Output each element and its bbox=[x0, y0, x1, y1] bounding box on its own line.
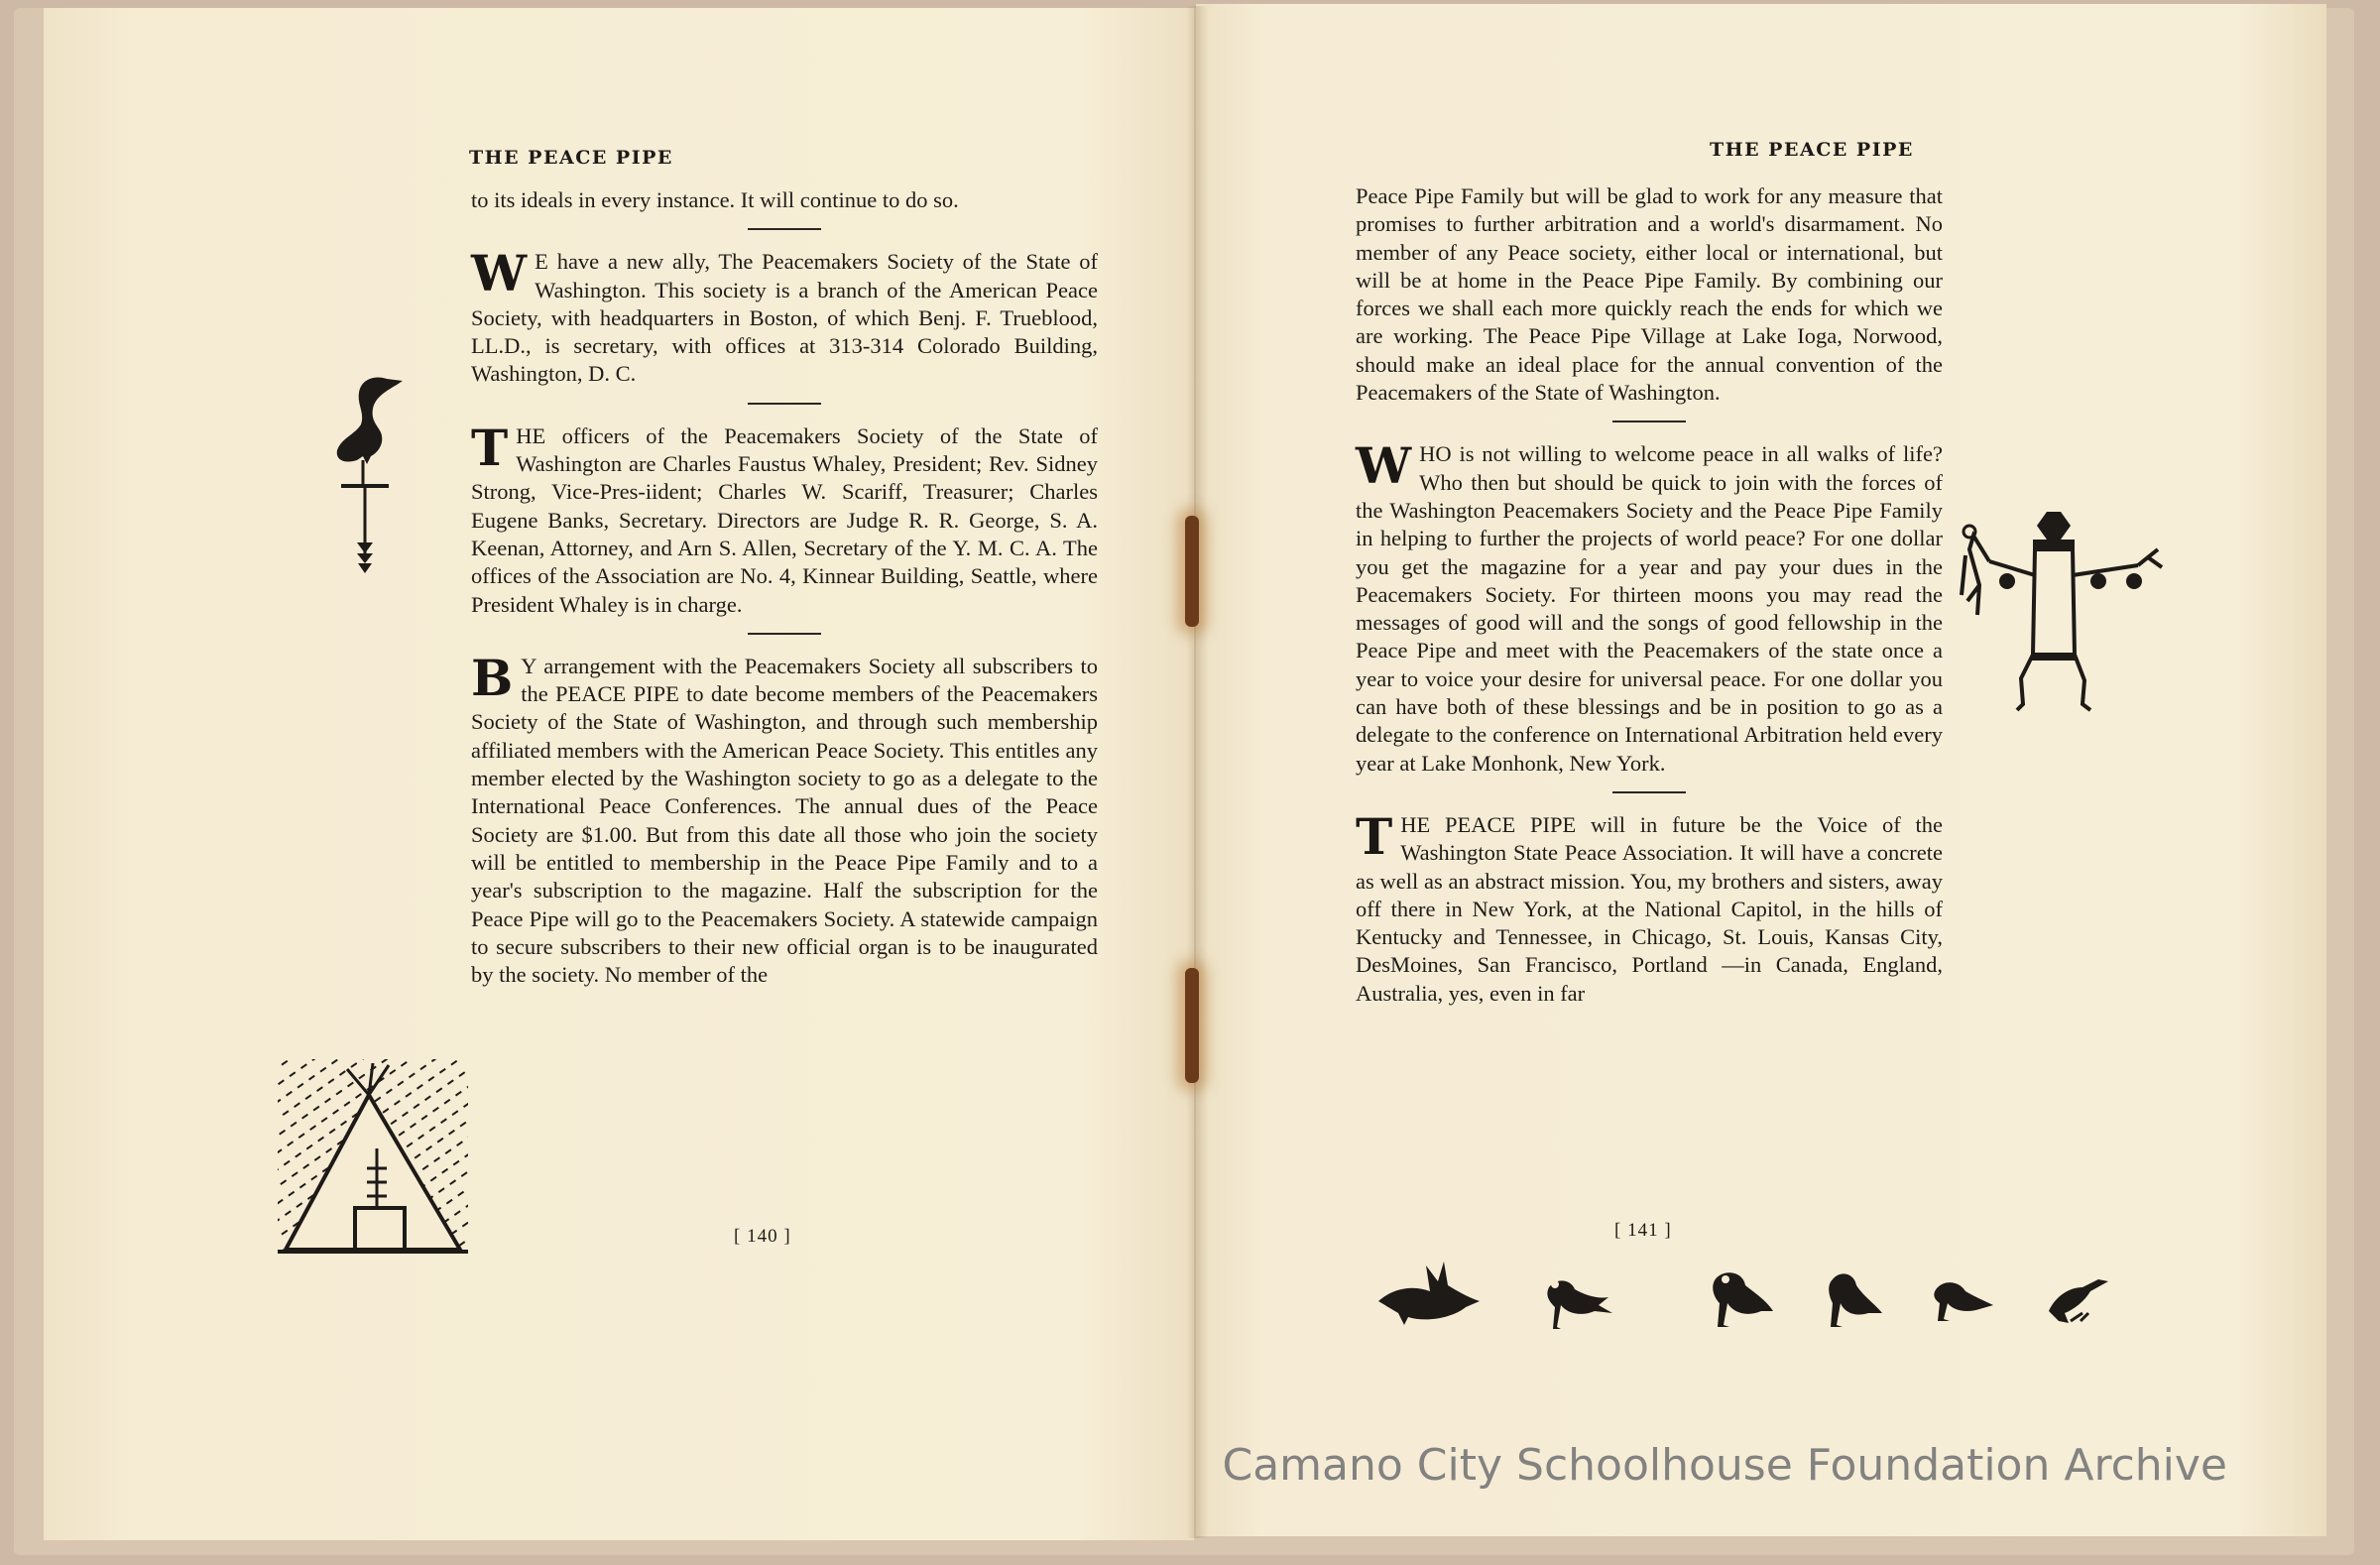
section-rule bbox=[748, 228, 821, 230]
left-page bbox=[44, 8, 1194, 1540]
right-running-head: THE PEACE PIPE bbox=[1710, 139, 1914, 161]
section-rule bbox=[748, 633, 821, 635]
section-rule bbox=[1612, 791, 1686, 793]
dropcap-t: T bbox=[471, 418, 509, 477]
left-paragraph-1: to its ideals in every instance. It will continue to do so. bbox=[471, 187, 959, 212]
gutter-shadow bbox=[1186, 6, 1208, 1538]
dropcap-w: W bbox=[1356, 436, 1412, 496]
right-folio: [ 141 ] bbox=[1614, 1220, 1672, 1241]
archive-watermark: Camano City Schoolhouse Foundation Archive bbox=[1222, 1440, 2227, 1491]
left-text-column bbox=[471, 186, 1098, 989]
section-rule bbox=[748, 403, 821, 405]
dropcap-w: W bbox=[471, 244, 528, 303]
left-paragraph-4: B Y arrangement with the Peacemakers Society all subscribers to the PEACE PIPE to date become members of the Peacemakers Society of the State of Washington, and through such membership affiliated members with the American Peace Society. This entitles any member elected by the Washington society to go as a delegate to the International Peace Conferences. The annual dues of the Peace Society are $1.00. But from this date all those who join the society will be entitled to membership in the Peace Pipe Family and to a year's subscription to the magazine. Half the subscription for the Peace Pipe will go to the Peacemakers Society. A statewide campaign to secure subscribers to their new official organ is to be inaugurated by the society. No member of the bbox=[471, 648, 1098, 988]
dropcap-t: T bbox=[1356, 806, 1393, 866]
right-paragraph-2: WHO is not willing to welcome peace in all walks of life? Who then but should be quick to join with the forces of the Washington Peacemakers Society and the Peace Pipe Family in helping to further the projects of world peace? For one dollar you get the magazine for a year and pay your dues in the Peacemakers Society. For thirteen moons you may read the messages of good will and the songs of good fellowship in the Peace Pipe and meet with the Peacemakers of the state once a year to voice your desire for universal peace. For one dollar you can have both of these blessings and be in position to go as a delegate to the conference on International Arbitration held every year at Lake Monhonk, New York. bbox=[1356, 436, 1943, 776]
right-paragraph-1: Peace Pipe Family but will be glad to work for any measure that promises to further arbitration and a world's disarmament. No member of any Peace society, either local or international, but will be at home in the Peace Pipe Family. By combining our forces we shall each more quickly reach the ends for which we are working. The Peace Pipe Village at Lake Ioga, Norwood, should make an ideal place for the annual convention of the Peacemakers of the State of Washington. bbox=[1356, 183, 1943, 406]
left-folio: [ 140 ] bbox=[734, 1226, 791, 1247]
dropcap-b: B bbox=[471, 648, 514, 707]
pictograph-figure-icon bbox=[1950, 506, 2170, 718]
left-running-head: THE PEACE PIPE bbox=[469, 147, 673, 169]
lower-staple bbox=[1185, 968, 1199, 1083]
right-page bbox=[1196, 4, 2326, 1536]
right-text-column bbox=[1356, 182, 1943, 1008]
heron-totem-icon bbox=[327, 369, 407, 579]
section-rule bbox=[1612, 421, 1686, 422]
left-paragraph-2: W E have a new ally, The Peacemakers Society of the State of Washington. This society is a branch of the American Peace Society, with headquarters in Boston, of which Benj. F. Trueblood, LL.D., is secretary, with offices at 313-314 Colorado Building, Washington, D. C. bbox=[471, 244, 1098, 387]
right-paragraph-3: THE PEACE PIPE will in future be the Voice of the Washington State Peace Association. It will have a concrete as well as an abstract mission. You, my brothers and sisters, away off there in New York, at the National Capitol, in the hills of Kentucky and Tennessee, in Chicago, St. Louis, Kansas City, DesMoines, San Francisco, Portland —in Canada, England, Australia, yes, even in far bbox=[1356, 806, 1943, 1006]
bird-frieze-icon bbox=[1374, 1252, 2190, 1341]
upper-staple bbox=[1185, 516, 1199, 627]
left-paragraph-3: THE officers of the Peacemakers Society of the State of Washington are Charles Faustus Whaley, President; Rev. Sidney Strong, Vice-Pres-iident; Charles W. Scariff, Treasurer; Charles Eugene Banks, Secretary. Directors are Judge R. R. George, S. A. Keenan, Attorney, and Arn S. Allen, Secretary of the Y. M. C. A. The offices of the Association are No. 4, Kinnear Building, Seattle, where President Whaley is in charge. bbox=[471, 418, 1098, 617]
tipi-icon bbox=[278, 1059, 468, 1254]
